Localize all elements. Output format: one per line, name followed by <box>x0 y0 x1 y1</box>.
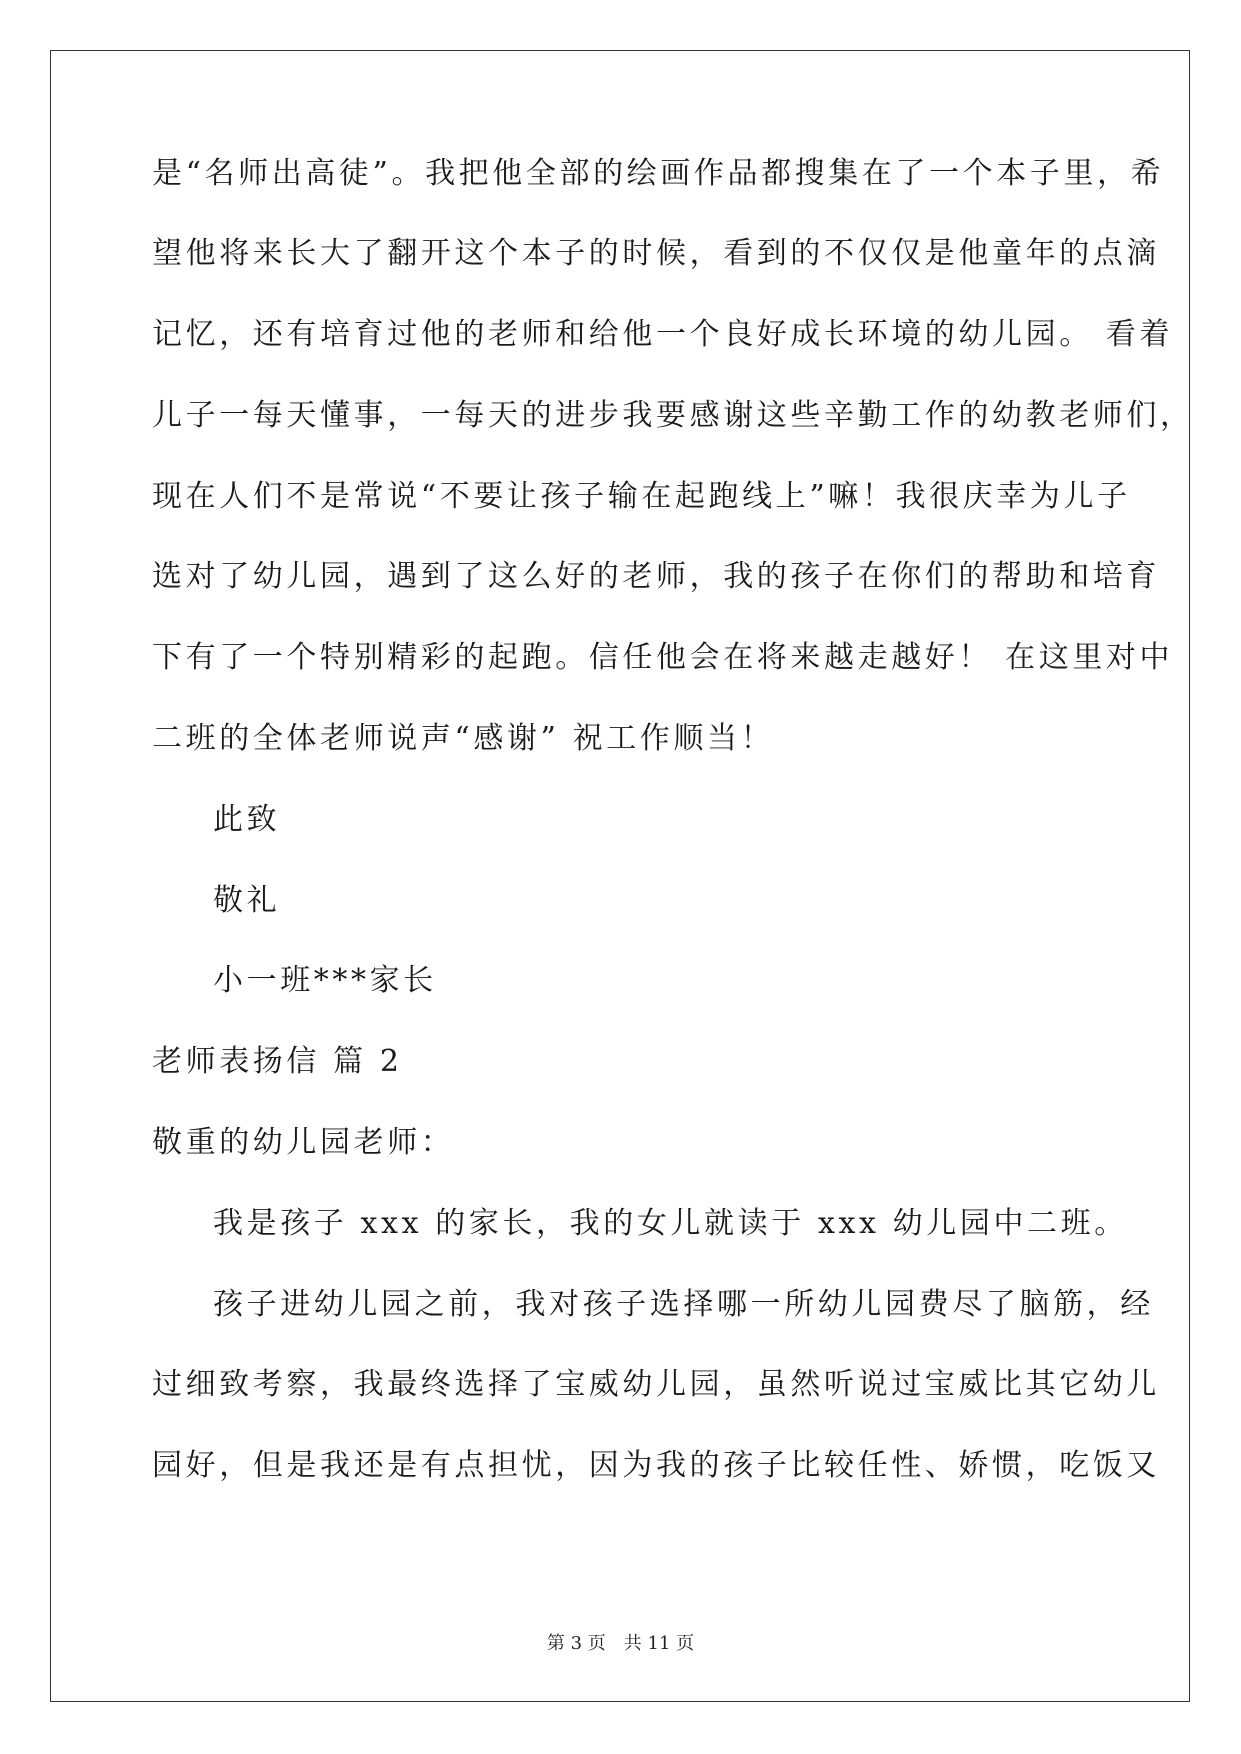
text-line: 现在人们不是常说“不要让孩子输在起跑线上”嘛！我很庆幸为儿子 <box>152 479 1131 514</box>
text-line: 望他将来长大了翻开这个本子的时候，看到的不仅仅是他童年的点滴 <box>152 236 1160 271</box>
text-line: 选对了幼儿园，遇到了这么好的老师，我的孩子在你们的帮助和培育 <box>152 559 1160 594</box>
text-line: 二班的全体老师说声“感谢” 祝工作顺当！ <box>152 721 775 756</box>
text-line: 园好，但是我还是有点担忧，因为我的孩子比较任性、娇惯，吃饭又 <box>152 1448 1160 1483</box>
closing-salutation: 此致 <box>213 802 281 837</box>
signature: 小一班***家长 <box>213 963 437 998</box>
page-number: 第 3 页 共 11 页 <box>546 1633 695 1654</box>
section-heading: 老师表扬信 篇 2 <box>152 1044 403 1079</box>
greeting: 敬重的幼儿园老师： <box>152 1125 455 1160</box>
text-line: 我是孩子 xxx 的家长，我的女儿就读于 xxx 幼儿园中二班。 <box>213 1206 1128 1241</box>
text-line: 记忆，还有培育过他的老师和给他一个良好成长环境的幼儿园。 看着 <box>152 317 1174 352</box>
closing-regards: 敬礼 <box>213 883 281 918</box>
text-line: 是“名师出高徒”。我把他全部的绘画作品都搜集在了一个本子里，希 <box>152 156 1165 191</box>
text-line: 儿子一每天懂事，一每天的进步我要感谢这些辛勤工作的幼教老师们， <box>152 398 1194 433</box>
text-line: 孩子进幼儿园之前，我对孩子选择哪一所幼儿园费尽了脑筋，经 <box>213 1287 1154 1322</box>
text-line: 过细致考察，我最终选择了宝威幼儿园，虽然听说过宝威比其它幼儿 <box>152 1367 1160 1402</box>
text-line: 下有了一个特别精彩的起跑。信任他会在将来越走越好！ 在这里对中 <box>152 640 1174 675</box>
